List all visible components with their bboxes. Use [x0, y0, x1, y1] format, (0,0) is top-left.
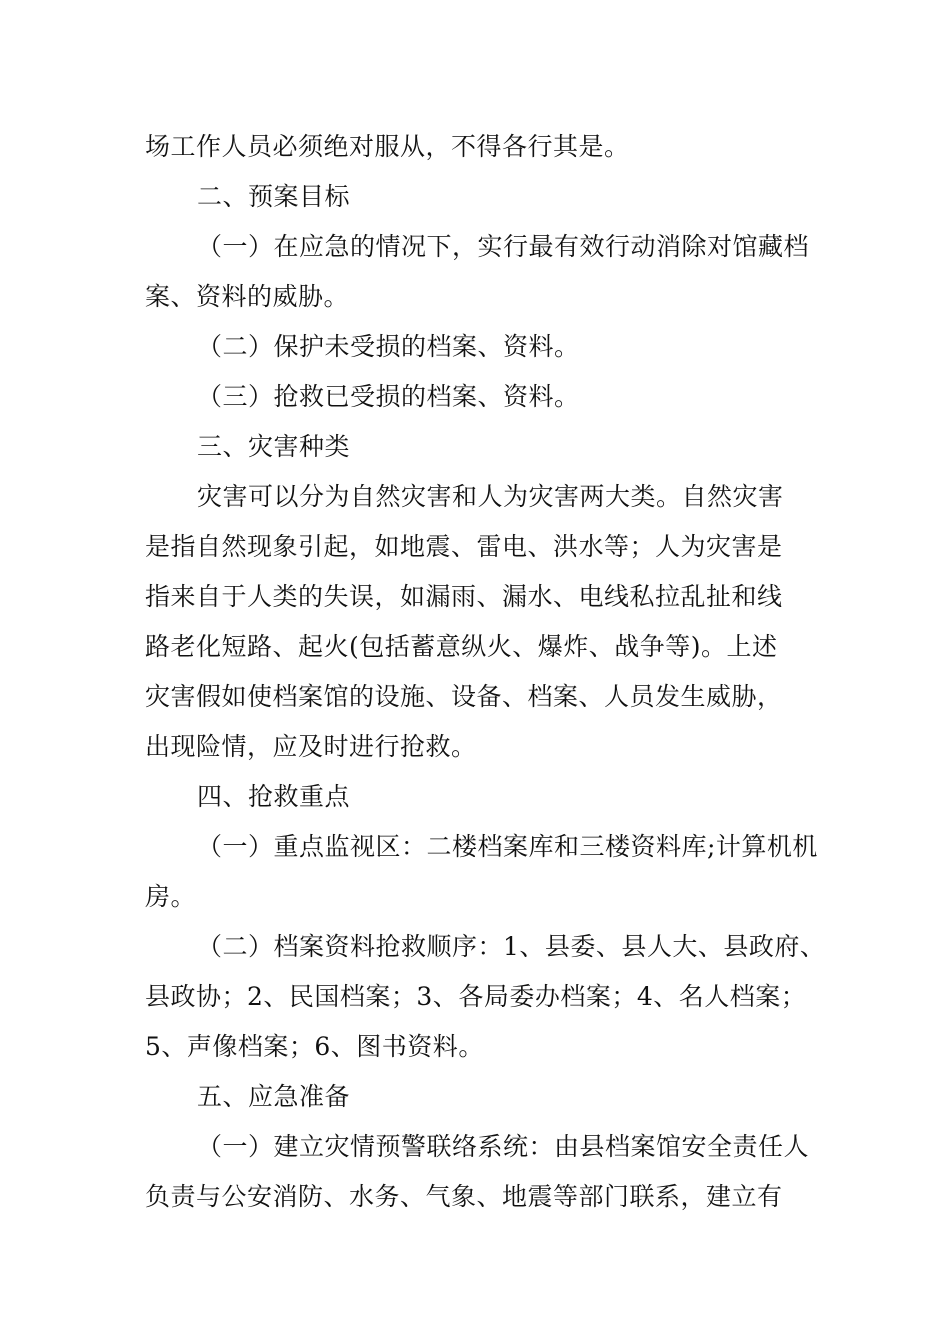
paragraph-line: 案、资料的威胁。	[145, 282, 350, 311]
section-heading: 二、预案目标	[197, 182, 351, 211]
paragraph-line: 灾害假如使档案馆的设施、设备、档案、人员发生威胁，	[145, 682, 783, 711]
paragraph-line: 县政协；2、民国档案；3、各局委办档案；4、名人档案；	[145, 982, 807, 1011]
paragraph-line: （三）抢救已受损的档案、资料。	[197, 382, 580, 411]
paragraph-line: （二）档案资料抢救顺序：1、县委、县人大、县政府、	[197, 932, 826, 961]
paragraph-line: 灾害可以分为自然灾害和人为灾害两大类。自然灾害	[197, 482, 784, 511]
paragraph-line: 负责与公安消防、水务、气象、地震等部门联系，建立有	[145, 1182, 783, 1211]
paragraph-line: 场工作人员必须绝对服从，不得各行其是。	[145, 132, 630, 161]
document-body	[145, 122, 826, 1222]
paragraph-line: 是指自然现象引起，如地震、雷电、洪水等；人为灾害是	[145, 532, 783, 561]
paragraph-line: （一）建立灾情预警联络系统：由县档案馆安全责任人	[197, 1132, 810, 1161]
paragraph-line: 路老化短路、起火(包括蓄意纵火、爆炸、战争等)。上述	[145, 632, 778, 661]
section-heading: 五、应急准备	[197, 1082, 351, 1111]
paragraph-line: 房。	[145, 882, 197, 911]
paragraph-line: 出现险情，应及时进行抢救。	[145, 732, 477, 761]
paragraph-line: （一）在应急的情况下，实行最有效行动消除对馆藏档	[197, 232, 810, 261]
paragraph-line: 指来自于人类的失误，如漏雨、漏水、电线私拉乱扯和线	[145, 582, 783, 611]
paragraph-line: 5、声像档案；6、图书资料。	[145, 1032, 484, 1061]
section-heading: 四、抢救重点	[197, 782, 351, 811]
section-heading: 三、灾害种类	[197, 432, 351, 461]
paragraph-line: （二）保护未受损的档案、资料。	[197, 332, 580, 361]
paragraph-line: （一）重点监视区：二楼档案库和三楼资料库;计算机机	[197, 832, 818, 861]
